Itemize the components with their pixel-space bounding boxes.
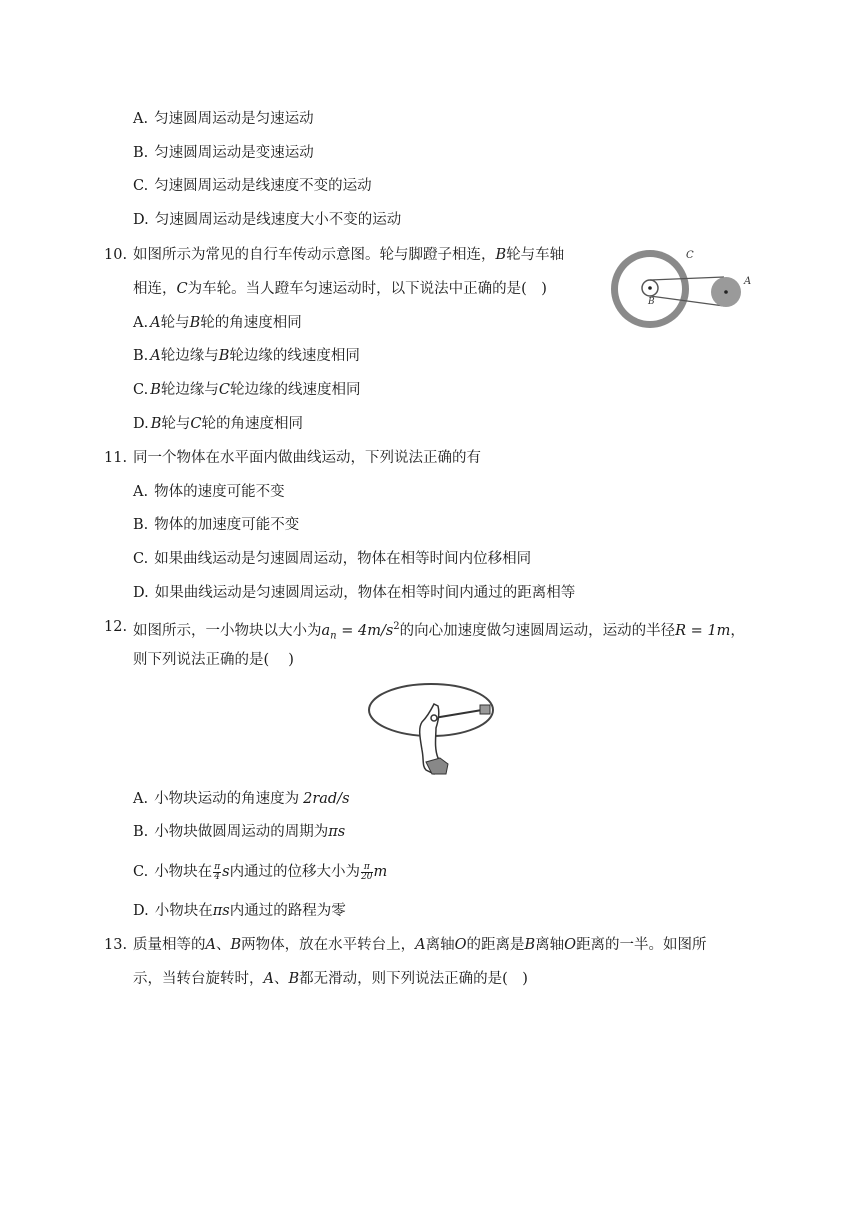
formula-radius: R = 1m [675, 622, 731, 639]
fraction-denominator: 20 [361, 871, 373, 882]
option-text: 匀速圆周运动是线速度大小不变的运动 [154, 212, 402, 228]
option-text: 轮边缘与 [160, 348, 219, 364]
option-label: C. [133, 864, 149, 880]
stem-variable: O [564, 937, 577, 953]
q10-option-c [133, 380, 360, 400]
stem-variable: B [524, 937, 536, 953]
q9-option-b [133, 143, 314, 163]
stem-text: 、 [273, 971, 289, 987]
stem-text: 、 [215, 937, 231, 953]
stem-text: 的向心加速度做匀速圆周运动，运动的半径 [399, 622, 676, 639]
stem-text: 都无滑动，则下列说法正确的是( ) [299, 971, 528, 987]
option-text: 小物块运动的角速度为 [154, 791, 300, 807]
option-label: A. [133, 315, 149, 331]
formula-superscript: 2 [393, 621, 400, 632]
fraction-numerator: π [214, 861, 221, 872]
q11-option-a [133, 482, 285, 502]
option-variable: C [218, 382, 230, 398]
q11-stem: 同一个物体在水平面内做曲线运动，下列说法正确的有 [133, 450, 481, 466]
option-label: B. [133, 145, 149, 161]
q12-option-c [133, 862, 387, 882]
option-variable: B [150, 382, 161, 398]
option-label: A. [133, 484, 149, 500]
q9-option-a [133, 109, 314, 129]
option-variable: B [218, 348, 230, 364]
stem-text: 示，当转台旋转时， [133, 971, 264, 987]
option-math: m [373, 864, 388, 880]
option-text: 轮边缘的线速度相同 [229, 348, 360, 364]
q11-number: 11. [104, 450, 128, 466]
q12-option-a [133, 789, 350, 809]
option-text: 内通过的路程为零 [229, 903, 346, 919]
stem-text: ， [730, 622, 745, 639]
stem-text: 离轴 [425, 937, 455, 953]
block [480, 705, 490, 714]
stem-variable: O [454, 937, 467, 953]
stem-variable: B [230, 937, 242, 953]
stem-text: 如图所示为常见的自行车传动示意图。轮与脚蹬子相连， [133, 247, 496, 263]
option-variable: B [150, 416, 162, 432]
option-variable: B [189, 315, 201, 331]
fraction-denominator: 4 [214, 871, 221, 882]
option-label: C. [133, 382, 149, 398]
option-text: 物体的速度可能不变 [154, 484, 285, 500]
fraction [213, 863, 221, 882]
formula-symbol: a [321, 622, 331, 639]
option-label: B. [133, 824, 149, 840]
stem-text: 轮与车轴 [506, 247, 565, 263]
label-b: B [648, 297, 655, 307]
q12-stem-line1 [133, 617, 745, 647]
q10-option-b [133, 346, 360, 366]
wheel-a-center [724, 290, 728, 294]
q10-stem-line2 [133, 279, 547, 299]
q12-option-b [133, 822, 345, 842]
option-text: 轮边缘与 [160, 382, 219, 398]
option-label: D. [133, 416, 149, 432]
q12-stem-line2: 则下列说法正确的是( ) [133, 652, 294, 668]
option-text: 如果曲线运动是匀速圆周运动，物体在相等时间内位移相同 [154, 551, 532, 567]
q13-stem-line2 [133, 969, 528, 989]
option-text: 匀速圆周运动是变速运动 [154, 145, 314, 161]
q12-option-d [133, 901, 346, 921]
option-math: s [222, 864, 230, 880]
center-point [431, 715, 437, 721]
q10-number: 10. [104, 247, 128, 263]
option-math: πs [212, 903, 230, 919]
q11-option-c [133, 549, 531, 569]
option-label: D. [133, 585, 149, 601]
string-line [434, 710, 482, 718]
option-math: 2rad/s [303, 791, 350, 807]
label-a: A [744, 276, 752, 287]
stem-variable: B [495, 247, 507, 263]
q10-stem-line1 [133, 245, 564, 265]
stem-text: 离轴 [535, 937, 565, 953]
option-label: A. [133, 111, 149, 127]
stem-text: 相连， [133, 281, 177, 297]
option-text: 轮的角速度相同 [200, 315, 302, 331]
option-text: 内通过的位移大小为 [229, 864, 361, 880]
option-text: 小物块在 [154, 864, 213, 880]
option-variable: A [150, 348, 161, 364]
option-text: 轮边缘的线速度相同 [229, 382, 361, 398]
circular-motion-figure [364, 678, 498, 780]
q10-option-a [133, 313, 302, 333]
formula-value: = 4m/s [336, 622, 394, 639]
option-label: D. [133, 903, 149, 919]
stem-text: 两物体，放在水平转台上， [241, 937, 416, 953]
q10-option-d [133, 414, 303, 434]
q11-option-b [133, 515, 299, 535]
formula-subscript: n [330, 630, 337, 642]
option-text: 小物块在 [154, 903, 213, 919]
stem-text: 如图所示，一小物块以大小为 [133, 622, 322, 639]
option-label: B. [133, 517, 149, 533]
q9-option-d [133, 210, 401, 230]
stem-variable: A [263, 971, 274, 987]
stem-text: 质量相等的 [133, 937, 206, 953]
q13-number: 13. [104, 937, 128, 953]
stem-text: 为车轮。当人蹬车匀速运动时，以下说法中正确的是( ) [187, 281, 547, 297]
option-text: 小物块做圆周运动的周期为 [154, 824, 329, 840]
q11-option-d [133, 583, 575, 603]
option-text: 如果曲线运动是匀速圆周运动，物体在相等时间内通过的距离相等 [154, 585, 576, 601]
option-math: πs [328, 824, 346, 840]
q9-option-c [133, 176, 372, 196]
stem-variable: A [205, 937, 216, 953]
option-text: 匀速圆周运动是匀速运动 [154, 111, 314, 127]
bicycle-transmission-figure [606, 240, 766, 336]
option-label: C. [133, 551, 149, 567]
stem-variable: A [415, 937, 426, 953]
stem-text: 距离的一半。如图所 [576, 937, 707, 953]
wheel-b-center [648, 286, 652, 290]
fraction-numerator: π [361, 863, 372, 873]
q13-stem-line1 [133, 935, 707, 955]
option-label: D. [133, 212, 149, 228]
stem-variable: B [288, 971, 300, 987]
option-text: 轮的角速度相同 [201, 416, 303, 432]
stem-text: 的距离是 [466, 937, 525, 953]
fraction [361, 863, 372, 882]
option-text: 物体的加速度可能不变 [154, 517, 300, 533]
option-variable: C [190, 416, 202, 432]
stem-variable: C [176, 281, 188, 297]
label-c: C [686, 250, 694, 261]
option-text: 轮与 [160, 315, 190, 331]
option-text: 轮与 [161, 416, 191, 432]
q12-number: 12. [104, 619, 128, 635]
option-variable: A [150, 315, 161, 331]
option-label: B. [133, 348, 149, 364]
option-text: 匀速圆周运动是线速度不变的运动 [154, 178, 372, 194]
option-label: A. [133, 791, 149, 807]
option-label: C. [133, 178, 149, 194]
